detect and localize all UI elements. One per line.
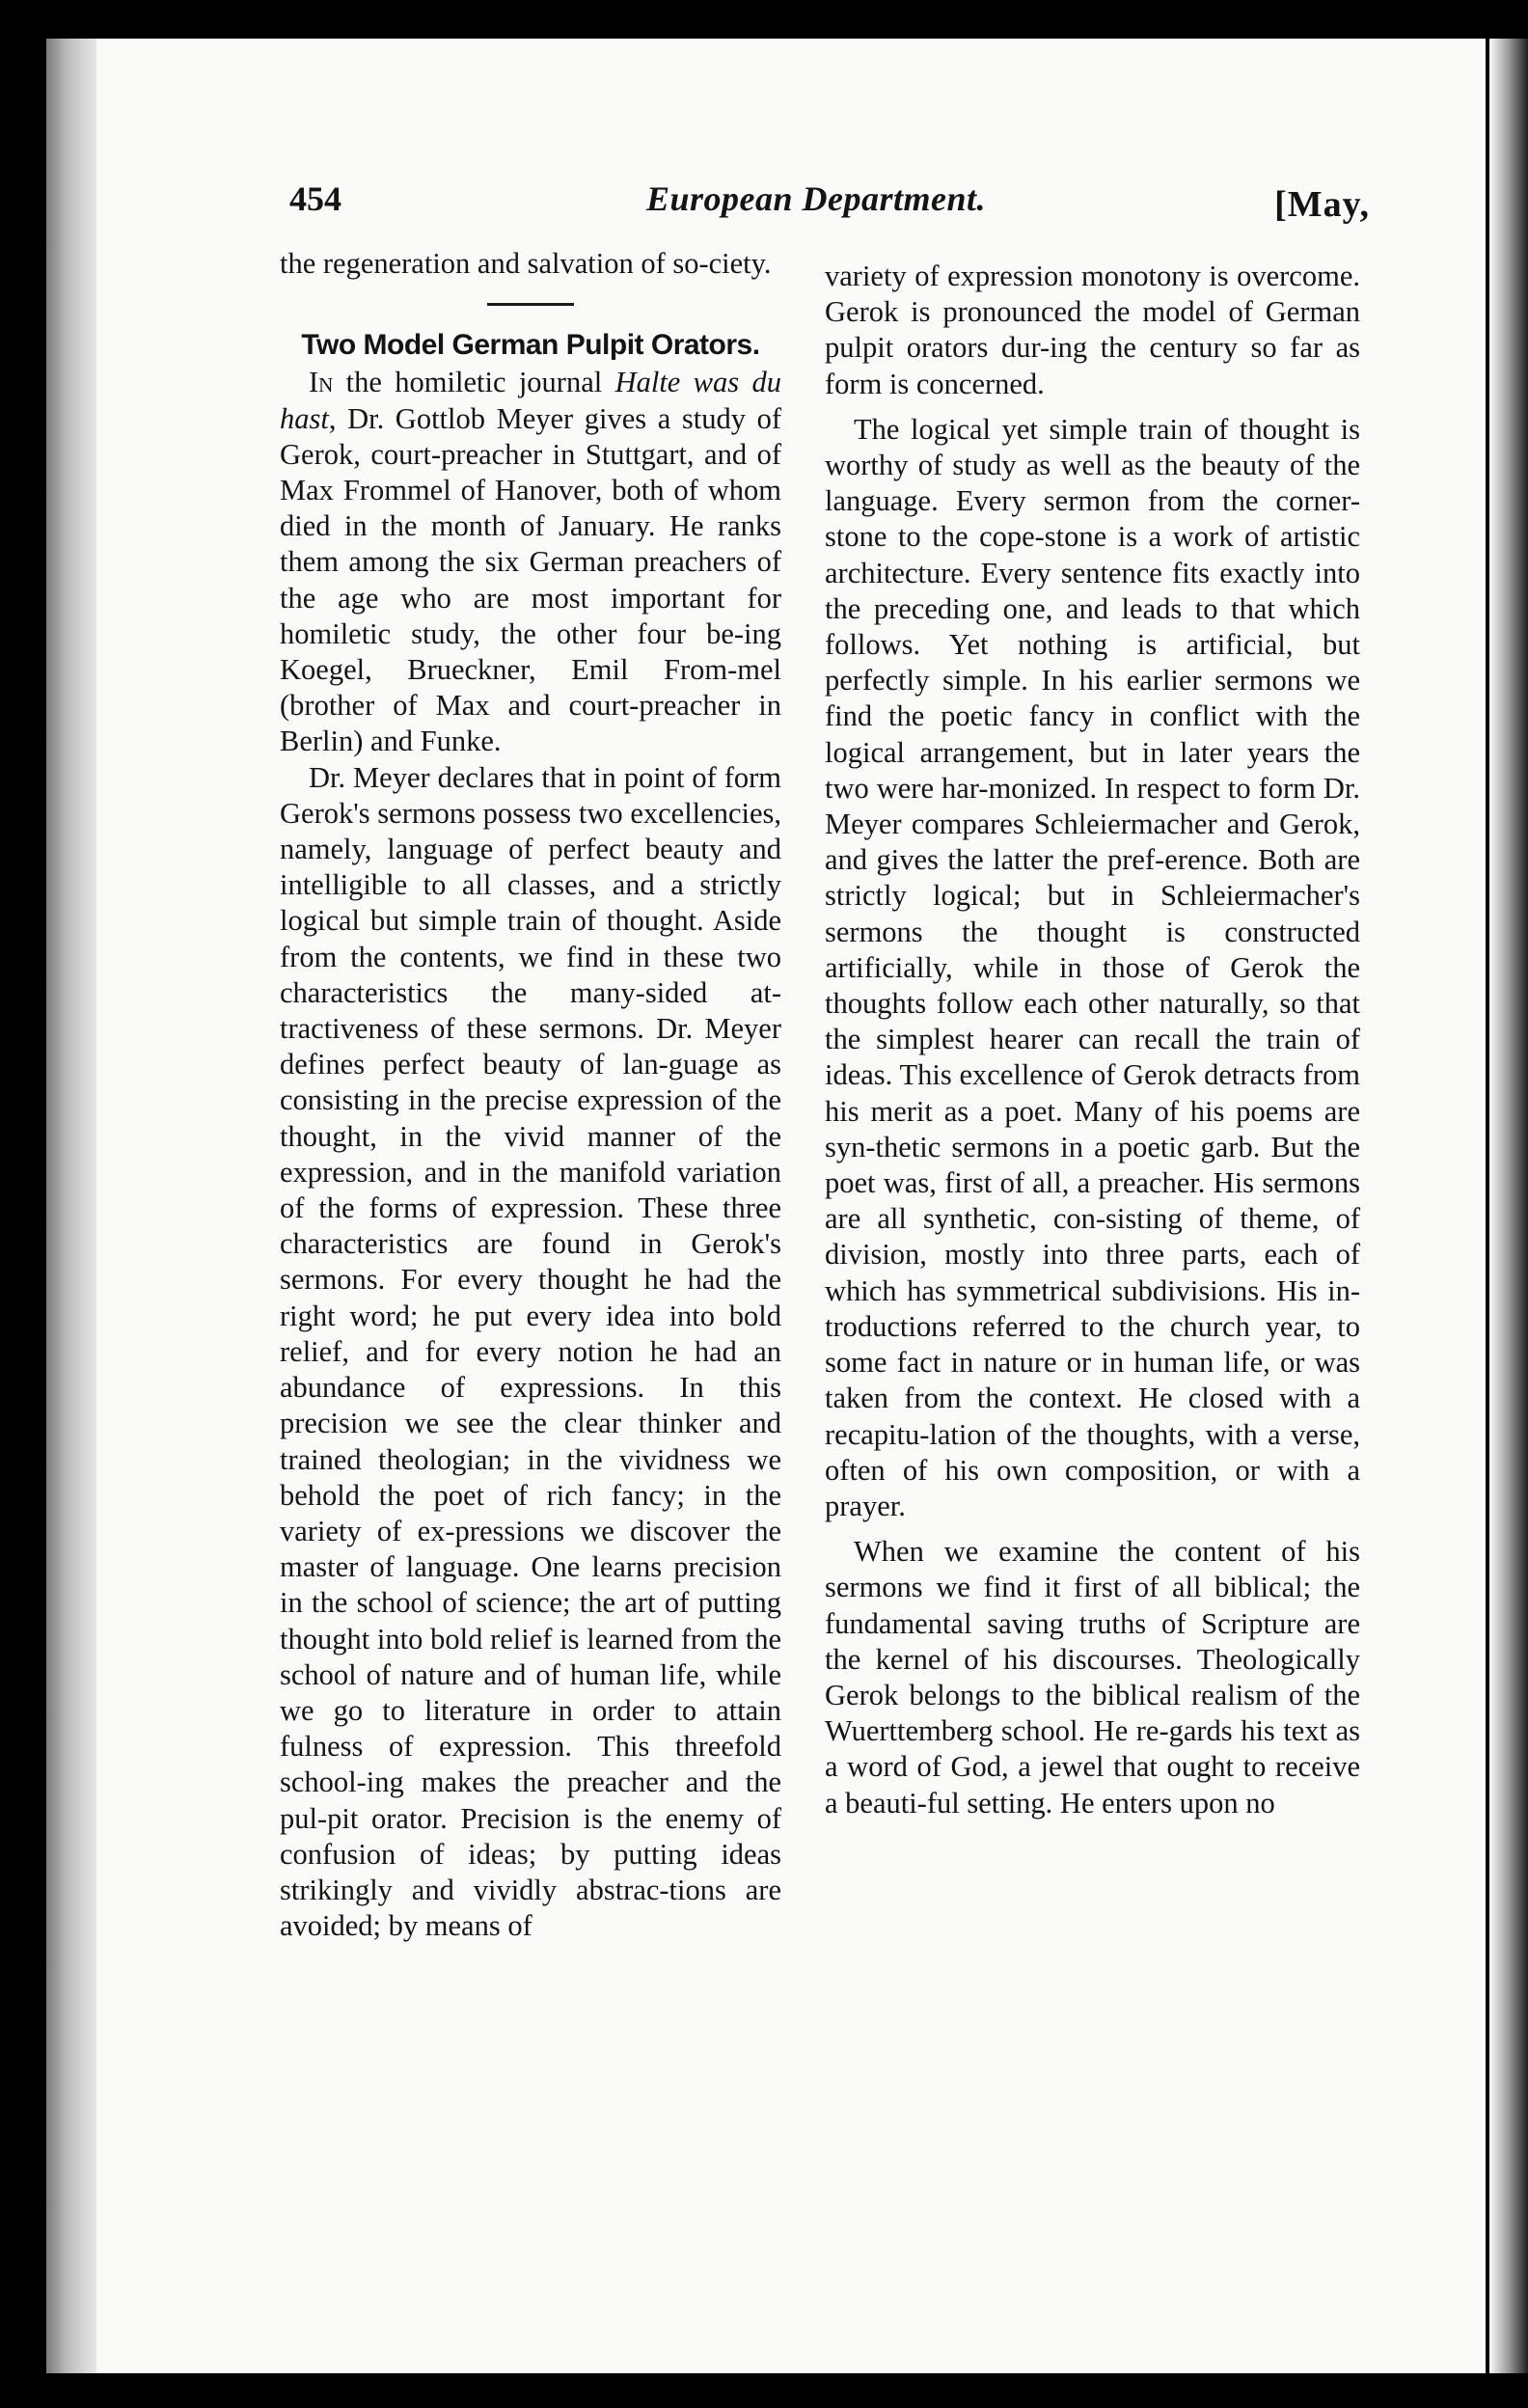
running-head — [289, 178, 1370, 236]
right-column — [825, 259, 1360, 1821]
continued-paragraph-right: variety of expression monotony is overcome. Gerok is pronounced the model of German pulpit orators dur-ing the century so far as form is concerned. — [825, 260, 1360, 400]
section-rule — [487, 303, 574, 306]
drop-word: In — [309, 366, 334, 399]
running-head-month: [May, — [1274, 184, 1370, 225]
page-edge-shadow — [46, 39, 102, 2373]
paragraph-logic: The logical yet simple train of thought is worthy of study as well as the beauty of the language. Every sermon from the corner-stone to the cope-stone is a work of artistic architecture. Every sentence fits exactly into the preceding one, and leads to that which follows. Yet nothing is artificial, but perfectly simple. In his earlier sermons we find the poetic fancy in conflict with the logical arrangement, but in later years the two were har-monized. In respect to form Dr. Meyer compares Schleiermacher and Gerok, and gives the latter the pref-erence. Both are strictly logical; but in Schleiermacher's sermons the thought is constructed artificially, while in those of Gerok the thoughts follow each other naturally, so that the simplest hearer can recall the train of ideas. This excellence of Gerok detracts from his merit as a poet. Many of his poems are syn-thetic sermons in a poetic garb. But the poet was, first of all, a preacher. His sermons are all synthetic, con-sisting of theme, of division, mostly into three parts, each of which has symmetrical subdivisions. His in-troductions referred to the church year, to some fact in nature or in human life, or was taken from the context. He closed with a recapitu-lation of the thoughts, with a verse, often of his own composition, or with a prayer. — [825, 412, 1360, 1522]
paragraph-intro-b: , Dr. Gottlob Meyer gives a study of Gerok, court-preacher in Stuttgart, and of Max Frommel of Hanover, both of whom died in the month of January. He ranks them among the six German preachers of the age who are most important for homiletic study, the other four be-ing Koegel, Brueckner, Emil From-mel (brother of Max and court-preacher in Berlin) and Funke. — [280, 401, 781, 758]
section-title: European Department. — [646, 179, 987, 218]
paragraph-intro-a: the homiletic journal — [333, 366, 615, 399]
paragraph-form: Dr. Meyer declares that in point of form Gerok's sermons possess two excellencies, namely, language of perfect beauty and intelligible to all classes, and a strictly logical but simple train of thought. Aside from the contents, we find in these two characteristics the many-sided at-tractiveness of these sermons. Dr. Meyer defines perfect beauty of lan-guage as consisting in the precise expression of the thought, in the vivid manner of the expression, and in the manifold variation of the forms of expression. These three characteristics are found in Gerok's sermons. For every thought he had the right word; he put every idea into bold relief, and for every notion he had an abundance of expressions. In this precision we see the clear thinker and trained theologian; in the vividness we behold the poet of rich fancy; in the variety of ex-pressions we discover the master of language. One learns precision in the school of science; the art of putting thought into bold relief is learned from the school of nature and of human life, while we go to literature in order to attain fulness of expression. This threefold school-ing makes the preacher and the pul-pit orator. Precision is the enemy of confusion of ideas; by putting ideas strikingly and vividly abstrac-tions are avoided; by means of — [280, 760, 781, 1943]
journal-title: Halte was du hast — [280, 366, 781, 435]
gutter-shadow — [1489, 39, 1528, 2373]
continued-paragraph: the regeneration and salvation of so-ciety. — [280, 247, 772, 280]
paragraph-intro — [280, 365, 781, 759]
page-number: 454 — [289, 179, 341, 218]
left-column — [280, 246, 781, 1944]
paragraph-content: When we examine the content of his sermons we find it first of all biblical; the fundamental saving truths of Scripture are the kernel of his discourses. Theologically Gerok belongs to the biblical realism of the Wuerttemberg school. He re-gards his text as a word of God, a jewel that ought to receive a beauti-ful setting. He enters upon no — [825, 1535, 1360, 1820]
article-heading: Two Model German Pulpit Orators. — [301, 329, 760, 362]
